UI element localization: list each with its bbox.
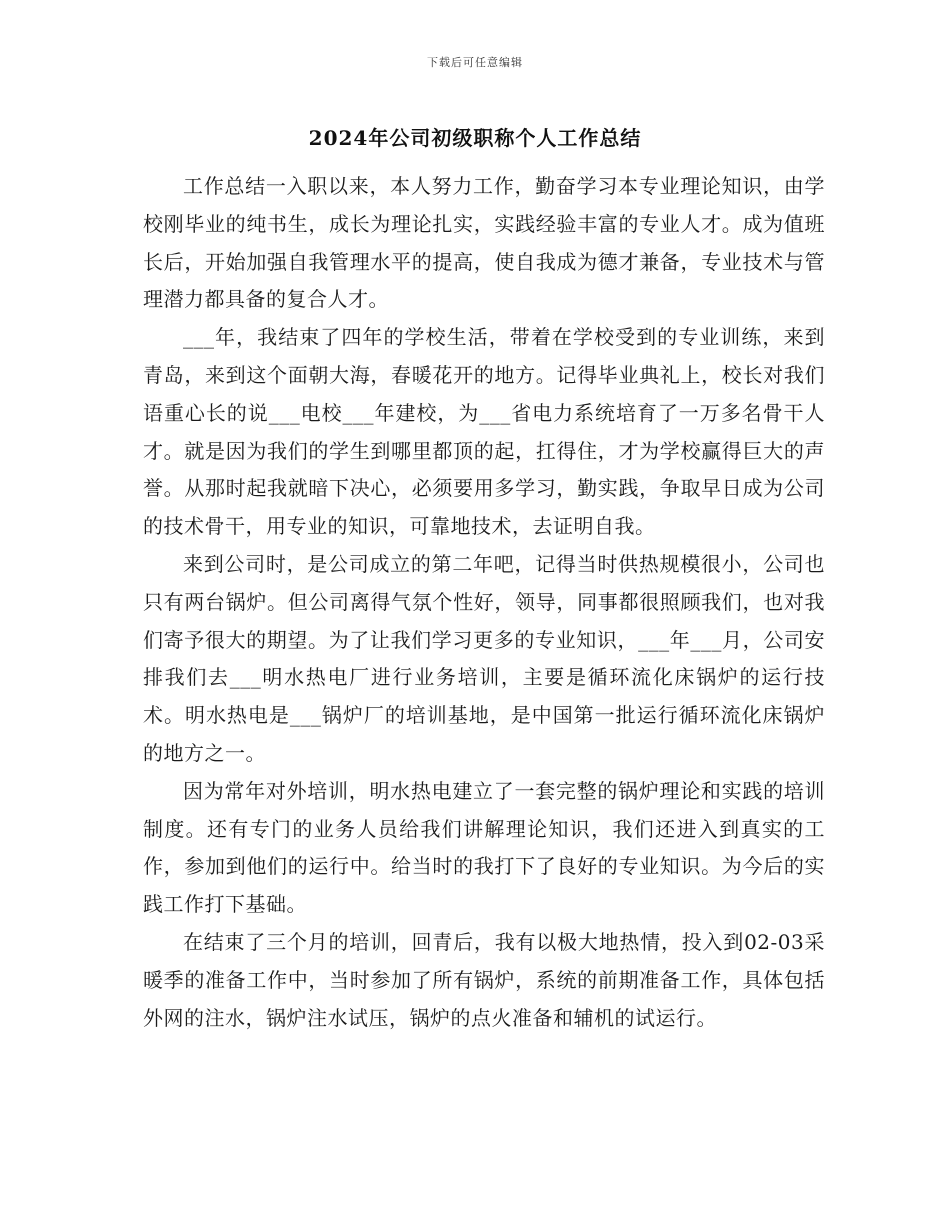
paragraph-2: ___年，我结束了四年的学校生活，带着在学校受到的专业训练，来到青岛，来到这个面朝大海，春暖花开的地方。记得毕业典礼上，校长对我们语重心长的说___电校___年建校，为___省电力系统培育了一万多名骨干人才。就是因为我们的学生到哪里都顶的起，扛得住，才为学校赢得巨大的声誉。从那时起我就暗下决心，必须要用多学习，勤实践，争取早日成为公司的技术骨干，用专业的知识，可靠地技术，去证明自我。	[143, 325, 825, 539]
paragraph-3: 来到公司时，是公司成立的第二年吧，记得当时供热规模很小，公司也只有两台锅炉。但公司离得气氛个性好，领导，同事都很照顾我们，也对我们寄予很大的期望。为了让我们学习更多的专业知识，___年___月，公司安排我们去___明水热电厂进行业务培训，主要是循环流化床锅炉的运行技术。明水热电是___锅炉厂的培训基地，是中国第一批运行循环流化床锅炉的地方之一。	[143, 551, 825, 765]
paragraph-5: 在结束了三个月的培训，回青后，我有以极大地热情，投入到02-03采暖季的准备工作中，当时参加了所有锅炉，系统的前期准备工作，具体包括外网的注水，锅炉注水试压，锅炉的点火准备和辅机的试运行。	[143, 929, 825, 1030]
header-note: 下载后可任意编辑	[427, 56, 523, 69]
paragraph-1: 工作总结一入职以来，本人努力工作，勤奋学习本专业理论知识，由学校刚毕业的纯书生，成长为理论扎实，实践经验丰富的专业人才。成为值班长后，开始加强自我管理水平的提高，使自我成为德才兼备，专业技术与管理潜力都具备的复合人才。	[143, 174, 825, 312]
document-title: 2024年公司初级职称个人工作总结	[308, 126, 642, 150]
paragraph-4: 因为常年对外培训，明水热电建立了一套完整的锅炉理论和实践的培训制度。还有专门的业务人员给我们讲解理论知识，我们还进入到真实的工作，参加到他们的运行中。给当时的我打下了良好的专业知识。为今后的实践工作打下基础。	[143, 778, 825, 917]
document-body	[143, 168, 825, 1037]
